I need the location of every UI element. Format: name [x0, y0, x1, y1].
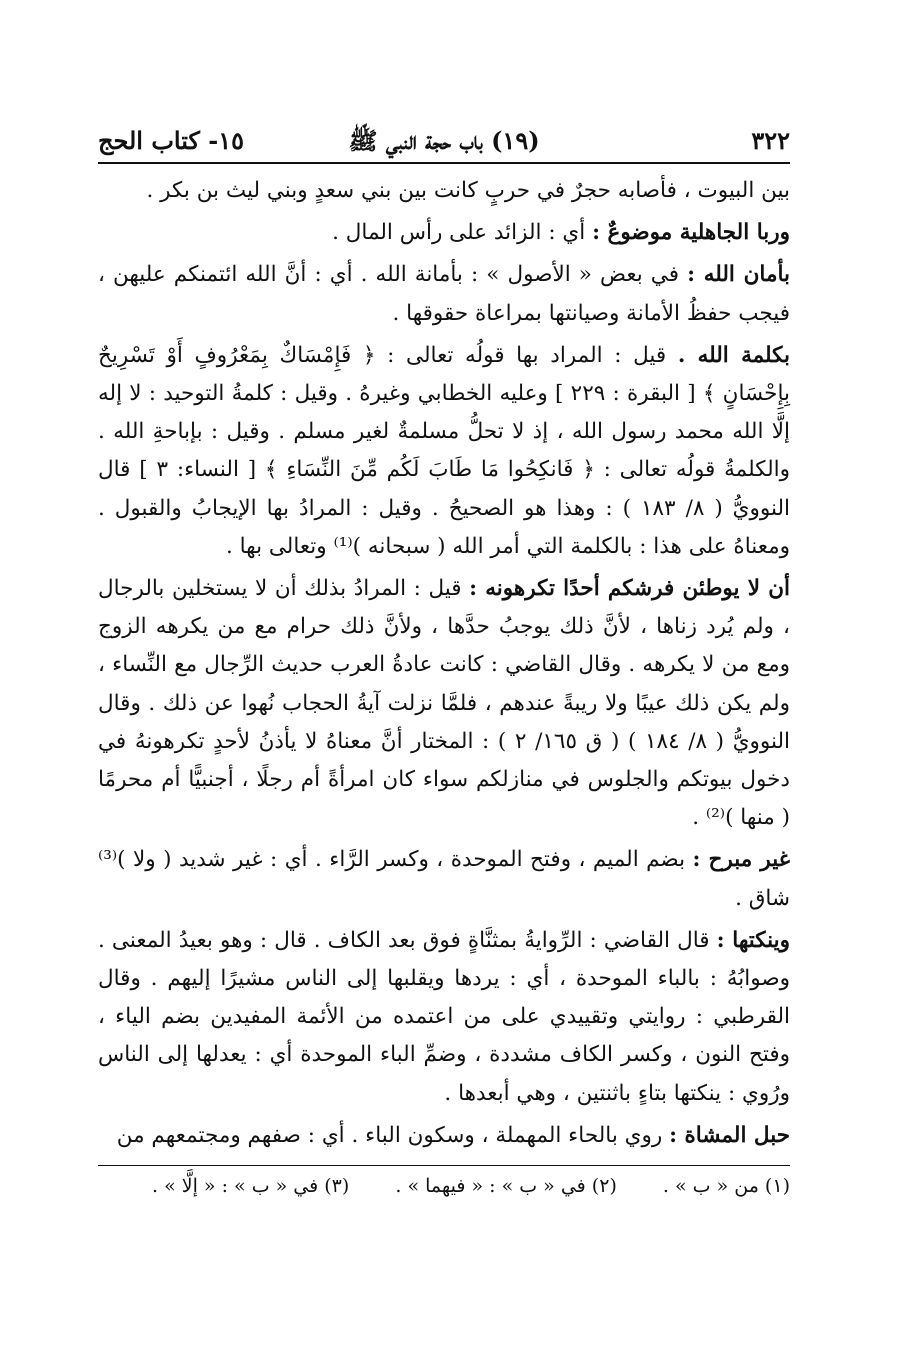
chapter-title: (١٩) باب حجة النبي ﷺ [348, 126, 540, 155]
paragraph-lemma: غير مبرح : [692, 847, 790, 873]
paragraph [98, 172, 790, 210]
paragraph-lemma: وربا الجاهلية موضوعٌ : [592, 220, 790, 246]
header-divider [98, 162, 790, 164]
book-title: ١٥- كتاب الحج [98, 126, 244, 155]
footnote-divider [98, 1165, 790, 1166]
paragraph-lemma: أن لا يوطئن فرشكم أحدًا تكرهونه : [469, 576, 790, 602]
page-body [98, 172, 790, 1155]
paragraph [98, 214, 790, 252]
page-header [98, 122, 790, 160]
paragraph [98, 922, 790, 1113]
page-number: ٣٢٢ [751, 126, 790, 155]
paragraph-text: بضم الميم ، وفتح الموحدة ، وكسر الرَّاء . أي : غير شديد ( ولا )⁽³⁾ شاق . [98, 847, 790, 911]
paragraph [98, 1117, 790, 1155]
paragraph-lemma: وينكتها : [716, 927, 790, 953]
paragraph-text: قيل : المرادُ بذلك أن لا يستخلين بالرجال ، ولم يُرد زناها ، لأنَّ ذلك يوجبُ حدَّها ، ولأنَّ ذلك حرام مع من يكرهه الزوج ومع من لا يكرهه . وقال القاضي : كانت عادةُ العرب حديث الرِّجال مع النِّساء ، ولم يكن ذلك عيبًا ولا ريبةً عندهم ، فلمَّا نزلت آيةُ الحجاب نُهوا عن ذلك . وقال النوويُّ ( ٨/ ١٨٤ ) ( ق ١٦٥/ ٢ ) : المختار أنَّ معناهُ لا يأذنُ لأحدٍ تكرهونهُ في دخول بيوتكم والجلوس في منازلكم سواء كان امرأةً أم رجلًا ، أجنبيًّا أم محرمًا ( منها )⁽²⁾ . [98, 576, 791, 831]
paragraph [98, 841, 790, 917]
paragraph-lemma: بكلمة الله . [677, 342, 790, 368]
book-page [98, 122, 790, 1202]
paragraph [98, 570, 790, 837]
paragraph [98, 337, 790, 566]
paragraph-text: بين البيوت ، فأصابه حجرٌ في حربٍ كانت بين بني سعدٍ وبني ليث بن بكر . [146, 178, 790, 203]
paragraph-lemma: حبل المشاة : [669, 1122, 790, 1148]
paragraph-text: أي : الزائد على رأس المال . [332, 220, 593, 246]
paragraph-text: روي بالحاء المهملة ، وسكون الباء . أي : صفهم ومجتمعهم من [116, 1122, 670, 1148]
footnote: (٢) في « ب » : « فيهما » . [395, 1175, 617, 1198]
footnote: (١) من « ب » . [662, 1175, 790, 1198]
paragraph [98, 256, 790, 332]
paragraph-lemma: بأمان الله : [687, 262, 790, 288]
footnotes [98, 1170, 790, 1202]
paragraph-text: قيل : المراد بها قولُه تعالى : ﴿ فَإِمْسَاكٌ بِمَعْرُوفٍ أَوْ تَسْرِيحٌ بِإِحْسَانٍ ﴾ [ البقرة : ٢٢٩ ] وعليه الخطابي وغيرهُ . وقيل : كلمةُ التوحيد : لا إله إلَّا الله محمد رسول الله ، إذ لا تحلُّ مسلمةٌ لغير مسلم . وقيل : بإباحةِ الله . والكلمةُ قولُه تعالى : ﴿ فَانكِحُوا مَا طَابَ لَكُم مِّنَ النِّسَاءِ ﴾ [ النساء: ٣ ] قال النوويُّ ( ٨/ ١٨٣ ) : وهذا هو الصحيحُ . وقيل : المرادُ بها الإيجابُ والقبول . ومعناهُ على هذا : بالكلمة التي أمر الله ( سبحانه )⁽¹⁾ وتعالى بها . [98, 342, 791, 559]
paragraph-text: قال القاضي : الرِّوايةُ بمثنَّاةٍ فوق بعد الكاف . قال : وهو بعيدُ المعنى . وصوابُهُ : بالباء الموحدة ، أي : يردها ويقلبها إلى الناس مشيرًا إليهم . وقال القرطبي : روايتي وتقييدي على من اعتمده من الأئمة المفيدين بضم الياء ، وفتح النون ، وكسر الكاف مشددة ، وضمِّ الباء الموحدة أي : يعدلها إلى الناس ورُوي : ينكتها بتاءٍ باثنتين ، وهي أبعدها . [98, 927, 790, 1106]
paragraph-text: في بعض « الأصول » : بأمانة الله . أي : أنَّ الله ائتمنكم عليهن ، فيجب حفظُ الأمانة وصيانتها بمراعاة حقوقها . [98, 262, 790, 326]
footnote: (٣) في « ب » : « إلَّا » . [152, 1175, 350, 1198]
